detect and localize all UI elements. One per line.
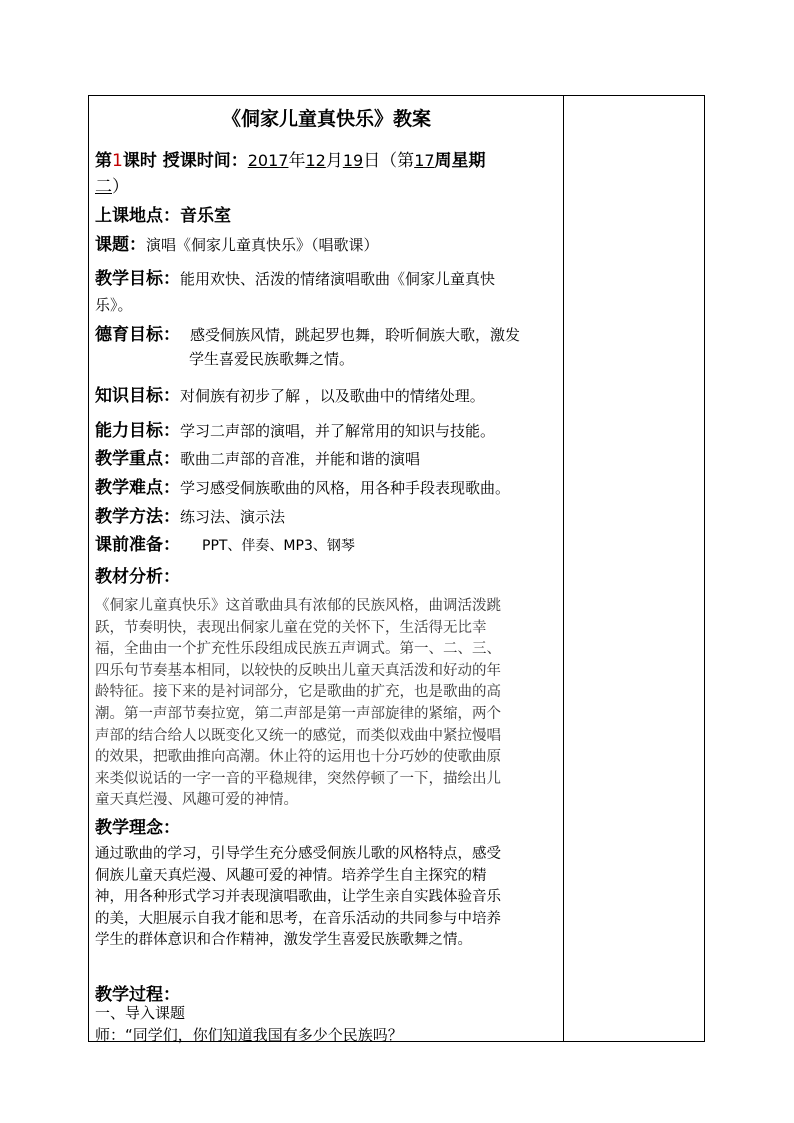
key-point-row: 教学重点：歌曲二声部的音准，并能和谐的演唱 xyxy=(95,449,421,469)
process-step-1: 一、导入课题 xyxy=(95,1004,186,1022)
topic-row: 课题：演唱《侗家儿童真快乐》（唱歌课） xyxy=(95,235,379,255)
document-title: 《侗家儿童真快乐》教案 xyxy=(221,108,431,130)
analysis-line: 的效果，把歌曲推向高潮。休止符的运用也十分巧妙的使歌曲原 xyxy=(95,749,501,766)
method-row: 教学方法：练习法、演示法 xyxy=(95,507,286,527)
lesson-weekday-line: 二） xyxy=(95,177,129,197)
philosophy-heading: 教学理念： xyxy=(95,818,180,838)
analysis-line: 童天真烂漫、风趣可爱的神情。 xyxy=(95,792,298,809)
week-value: 17 xyxy=(414,151,435,170)
preparation-row: 课前准备： PPT、伴奏、MP3、钢琴 xyxy=(95,535,355,555)
table-column-divider xyxy=(563,95,564,1042)
difficulty-row: 教学难点：学习感受侗族歌曲的风格，用各种手段表现歌曲。 xyxy=(95,478,511,498)
process-heading: 教学过程： xyxy=(95,985,180,1005)
analysis-line: 跃，节奏明快，表现出侗家儿童在党的关怀下，生活得无比幸 xyxy=(95,619,487,636)
analysis-line: 来类似说话的一字一音的平稳规律，突然停顿了一下，描绘出儿 xyxy=(95,770,501,787)
moral-goal-row: 德育目标： 感受侗族风情，跳起罗也舞，聆听侗族大歌，激发 xyxy=(95,325,521,345)
knowledge-goal-row: 知识目标：对侗族有初步了解 ，以及歌曲中的情绪处理。 xyxy=(95,386,485,406)
analysis-line: 龄特征。接下来的是衬词部分，它是歌曲的扩充，也是歌曲的高 xyxy=(95,684,501,701)
lesson-time-line: 第1课时 授课时间：2017年12月19日（第17周星期 xyxy=(95,151,486,171)
analysis-line: 声部的结合给人以既变化又统一的感觉，而类似戏曲中紧拉慢唱 xyxy=(95,727,501,744)
philosophy-line: 神，用各种形式学习并表现演唱歌曲，让学生亲自实践体验音乐 xyxy=(95,889,501,906)
philosophy-line: 通过歌曲的学习，引导学生充分感受侗族儿歌的风格特点，感受 xyxy=(95,846,501,862)
philosophy-line: 侗族儿童天真烂漫、风趣可爱的神情。培养学生自主探究的精 xyxy=(95,867,487,884)
teacher-line: 师：“同学们，你们知道我国有多少个民族吗？ xyxy=(95,1026,403,1044)
analysis-line: 福，全曲由一个扩充性乐段组成民族五声调式。第一、二、三、 xyxy=(95,641,501,658)
analysis-line: 《侗家儿童真快乐》这首歌曲具有浓郁的民族风格，曲调活泼跳 xyxy=(95,598,501,614)
moral-goal-cont: 学生喜爱民族歌舞之情。 xyxy=(189,350,355,368)
philosophy-line: 的美，大胆展示自我才能和思考，在音乐活动的共同参与中培养 xyxy=(95,910,501,927)
day-value: 19 xyxy=(342,151,364,170)
analysis-paragraph xyxy=(95,596,553,812)
location-row: 上课地点：音乐室 xyxy=(95,206,231,226)
philosophy-paragraph xyxy=(95,844,553,952)
philosophy-line: 学生的群体意识和合作精神，激发学生喜爱民族歌舞之情。 xyxy=(95,932,472,949)
teaching-goal-row: 教学目标：能用欢快、活泼的情绪演唱歌曲《侗家儿童真快 xyxy=(95,269,496,289)
weekday-value: 二 xyxy=(95,177,112,197)
analysis-heading: 教材分析： xyxy=(95,567,180,587)
month-value: 12 xyxy=(305,151,326,170)
year-value: 2017 xyxy=(247,151,289,170)
analysis-line: 潮。第一声部节奏拉宽，第二声部是第一声部旋律的紧缩，两个 xyxy=(95,705,501,722)
analysis-line: 四乐句节奏基本相同，以较快的反映出儿童天真活泼和好动的年 xyxy=(95,662,501,679)
teaching-goal-cont: 乐》。 xyxy=(95,296,133,314)
ability-goal-row: 能力目标：学习二声部的演唱，并了解常用的知识与技能。 xyxy=(95,421,496,441)
